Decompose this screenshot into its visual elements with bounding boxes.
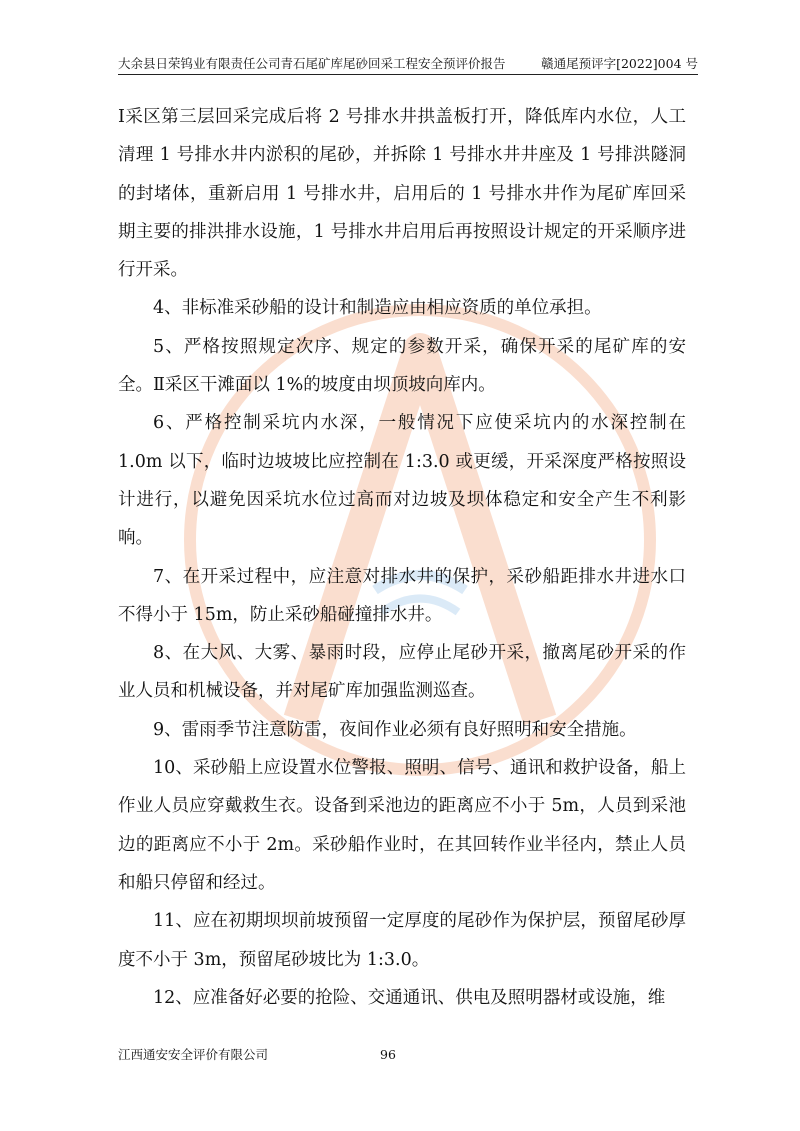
paragraph-item-12: 12、应准备好必要的抢险、交通通讯、供电及照明器材或设施，维 xyxy=(153,987,666,1008)
paragraph-item-5: 5、严格按照规定次序、规定的参数开采，确保开采的尾矿库的安全。Ⅱ采区干滩面以 1%的坡度由坝顶坡向库内。 xyxy=(118,336,686,396)
paragraph-item-4: 4、非标准采砂船的设计和制造应由相应资质的单位承担。 xyxy=(153,298,602,319)
report-title: 大余县日荣钨业有限责任公司青石尾矿库尾砂回采工程安全预评价报告 xyxy=(118,56,506,71)
footer-company-name: 江西通安安全评价有限公司 xyxy=(118,1047,269,1062)
paragraph-item-7: 7、在开采过程中，应注意对排水井的保护，采砂船距排水井进水口不得小于 15m，防止采砂船碰撞排水井。 xyxy=(118,566,686,625)
paragraph-continued: Ⅰ采区第三层回采完成后将 2 号排水井拱盖板打开，降低库内水位，人工清理 1 号排水井内淤积的尾砂，并拆除 1 号排水井井座及 1 号排洪隧洞的封堵体，重新启用 1 号排水井，启用后的 1 号排水井作为尾矿库回采期主要的排洪排水设施，1 号排水井启用后再按照设计规定的开采顺序进行开采。 xyxy=(118,107,686,281)
paragraph-item-11: 11、应在初期坝坝前坡预留一定厚度的尾砂作为保护层，预留尾砂厚度不小于 3m，预留尾砂坡比为 1:3.0。 xyxy=(118,911,686,970)
paragraph-item-8: 8、在大风、大雾、暴雨时段，应停止尾砂开采，撤离尾砂开采的作业人员和机械设备，并对尾矿库加强监测巡查。 xyxy=(118,643,686,702)
paragraph-item-10: 10、采砂船上应设置水位警报、照明、信号、通讯和救护设备，船上作业人员应穿戴救生衣。设备到采池边的距离应不小于 5m，人员到采池边的距离应不小于 2m。采砂船作业时，在其回转作业半径内，禁止人员和船只停留和经过。 xyxy=(118,758,686,893)
paragraph-item-6: 6、严格控制采坑内水深，一般情况下应使采坑内的水深控制在 1.0m 以下，临时边坡坡比应控制在 1:3.0 或更缓，开采深度严格按照设计进行，以避免因采坑水位过高而对边坡及坝体稳定和安全产生不利影响。 xyxy=(118,413,686,549)
paragraph-item-9: 9、雷雨季节注意防雷，夜间作业必须有良好照明和安全措施。 xyxy=(153,719,637,740)
document-body xyxy=(118,98,686,1017)
page-number: 96 xyxy=(380,1047,396,1062)
page-header xyxy=(118,54,698,75)
document-number: 赣通尾预评字[2022]004 号 xyxy=(541,56,698,71)
